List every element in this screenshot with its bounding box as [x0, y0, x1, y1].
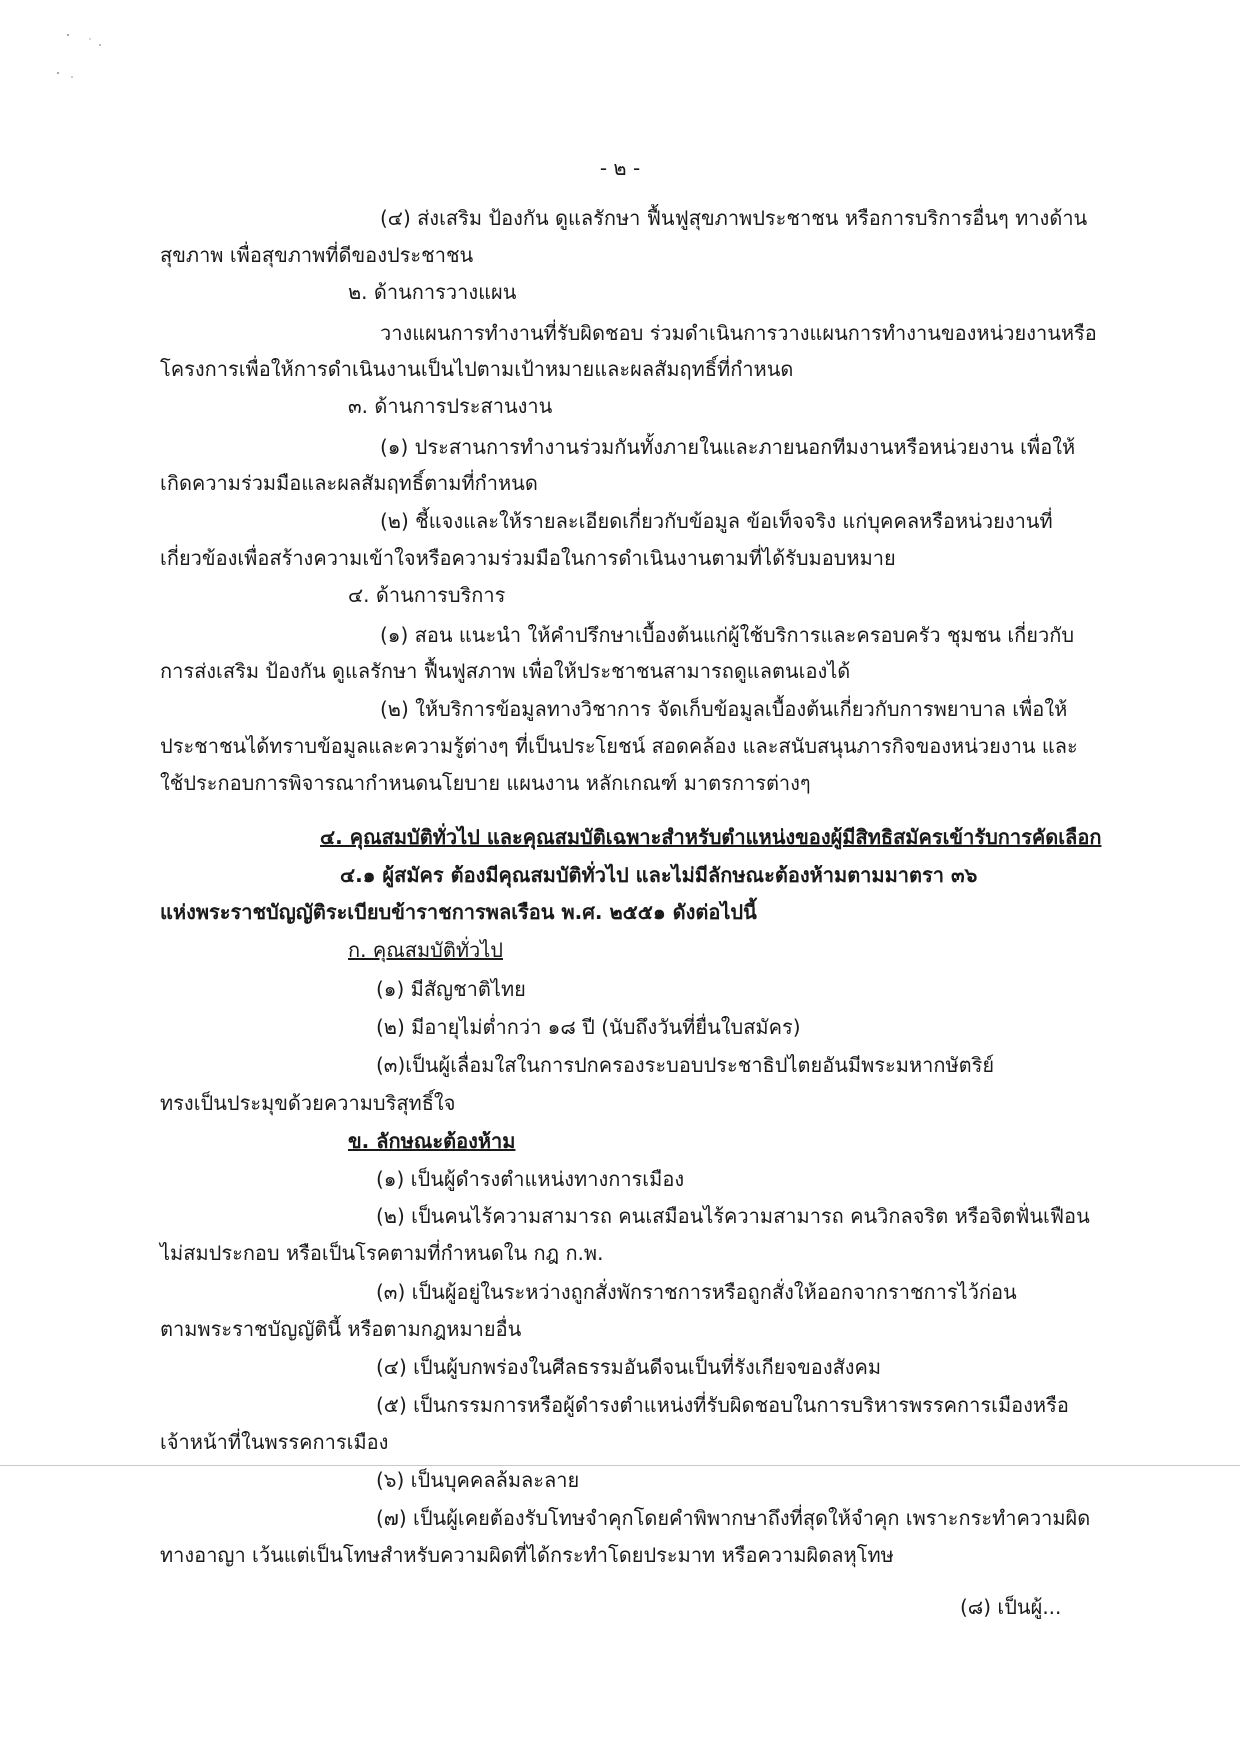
prohibited-item-5-line1: (๕) เป็นกรรมการหรือผู้ดำรงตำแหน่งที่รับผิดชอบในการบริหารพรรคการเมืองหรือ	[376, 1393, 1069, 1417]
general-item-3-line2: ทรงเป็นประมุขด้วยความบริสุทธิ์ใจ	[160, 1091, 456, 1115]
prohibited-item-1: (๑) เป็นผู้ดำรงตำแหน่งทางการเมือง	[376, 1167, 685, 1191]
general-item-2: (๒) มีอายุไม่ต่ำกว่า ๑๘ ปี (นับถึงวันที่ยื่นใบสมัคร)	[376, 1015, 801, 1039]
prohibited-item-4: (๔) เป็นผู้บกพร่องในศีลธรรมอันดีจนเป็นที่รังเกียจของสังคม	[376, 1355, 882, 1379]
planning-text-line2: โครงการเพื่อให้การดำเนินงานเป็นไปตามเป้าหมายและผลสัมฤทธิ์ที่กำหนด	[160, 357, 794, 381]
prohibited-item-5-line2: เจ้าหน้าที่ในพรรคการเมือง	[160, 1430, 389, 1454]
prohibited-item-3-line2: ตามพระราชบัญญัตินี้ หรือตามกฎหมายอื่น	[160, 1317, 522, 1341]
planning-text-line1: วางแผนการทำงานที่รับผิดชอบ ร่วมดำเนินการวางแผนการทำงานของหน่วยงานหรือ	[380, 321, 1097, 345]
service-item-2-line2: ประชาชนได้ทราบข้อมูลและความรู้ต่างๆ ที่เป็นประโยชน์ สอดคล้อง และสนับสนุนภารกิจของหน่วยงาน และ	[160, 734, 1078, 758]
section-planning-heading: ๒. ด้านการวางแผน	[348, 280, 517, 304]
section-coordination-heading: ๓. ด้านการประสานงาน	[348, 394, 553, 418]
qualification-4-1-line1: ๔.๑ ผู้สมัคร ต้องมีคุณสมบัติทั่วไป และไม่มีลักษณะต้องห้ามตามมาตรา ๓๖	[340, 863, 978, 887]
prohibited-item-2-line2: ไม่สมประกอบ หรือเป็นโรคตามที่กำหนดใน กฎ ก.พ.	[160, 1241, 604, 1265]
prohibited-item-7-line2: ทางอาญา เว้นแต่เป็นโทษสำหรับความผิดที่ได้กระทำโดยประมาท หรือความผิดลหุโทษ	[160, 1543, 894, 1567]
prohibited-item-3-line1: (๓) เป็นผู้อยู่ในระหว่างถูกสั่งพักราชการหรือถูกสั่งให้ออกจากราชการไว้ก่อน	[376, 1280, 1017, 1304]
general-qualifications-heading: ก. คุณสมบัติทั่วไป	[348, 938, 503, 962]
qualification-4-1-line2: แห่งพระราชบัญญัติระเบียบข้าราชการพลเรือน พ.ศ. ๒๕๕๑ ดังต่อไปนี้	[160, 900, 757, 924]
coordination-item-2-line2: เกี่ยวข้องเพื่อสร้างความเข้าใจหรือความร่วมมือในการดำเนินงานตามที่ได้รับมอบหมาย	[160, 546, 896, 570]
coordination-item-1-line1: (๑) ประสานการทำงานร่วมกันทั้งภายในและภายนอกทีมงานหรือหน่วยงาน เพื่อให้	[380, 435, 1076, 459]
service-item-2-line3: ใช้ประกอบการพิจารณากำหนดนโยบาย แผนงาน หลักเกณฑ์ มาตรการต่างๆ	[160, 771, 811, 795]
prohibited-item-6: (๖) เป็นบุคคลล้มละลาย	[376, 1468, 580, 1492]
coordination-item-1-line2: เกิดความร่วมมือและผลสัมฤทธิ์ตามที่กำหนด	[160, 471, 538, 495]
service-item-2-line1: (๒) ให้บริการข้อมูลทางวิชาการ จัดเก็บข้อมูลเบื้องต้นเกี่ยวกับการพยาบาล เพื่อให้	[380, 697, 1068, 721]
page-number: - ๒ -	[599, 156, 641, 180]
scan-specks	[40, 25, 120, 85]
prohibited-characteristics-heading: ข. ลักษณะต้องห้าม	[348, 1129, 516, 1153]
prohibited-item-7-line1: (๗) เป็นผู้เคยต้องรับโทษจำคุกโดยคำพิพากษาถึงที่สุดให้จำคุก เพราะกระทำความผิด	[376, 1506, 1091, 1530]
qualifications-heading: ๔. คุณสมบัติทั่วไป และคุณสมบัติเฉพาะสำหรับตำแหน่งของผู้มีสิทธิสมัครเข้ารับการคัดเลือก	[320, 825, 1102, 849]
scan-fold-line	[0, 1465, 1240, 1466]
prohibited-item-2-line1: (๒) เป็นคนไร้ความสามารถ คนเสมือนไร้ความสามารถ คนวิกลจริต หรือจิตฟั่นเฟือน	[376, 1204, 1090, 1228]
general-item-1: (๑) มีสัญชาติไทย	[376, 977, 526, 1001]
continuation-catchword: (๘) เป็นผู้...	[960, 1595, 1062, 1619]
section-service-heading: ๔. ด้านการบริการ	[348, 583, 506, 607]
coordination-item-2-line1: (๒) ชี้แจงและให้รายละเอียดเกี่ยวกับข้อมูล ข้อเท็จจริง แก่บุคคลหรือหน่วยงานที่	[380, 509, 1053, 533]
duty-item-4-line1: (๔) ส่งเสริม ป้องกัน ดูแลรักษา ฟื้นฟูสุขภาพประชาชน หรือการบริการอื่นๆ ทางด้าน	[380, 206, 1088, 230]
general-item-3-line1: (๓)เป็นผู้เลื่อมใสในการปกครองระบอบประชาธิปไตยอันมีพระมหากษัตริย์	[376, 1053, 995, 1077]
service-item-1-line2: การส่งเสริม ป้องกัน ดูแลรักษา ฟื้นฟูสภาพ เพื่อให้ประชาชนสามารถดูแลตนเองได้	[160, 659, 851, 683]
service-item-1-line1: (๑) สอน แนะนำ ให้คำปรึกษาเบื้องต้นแก่ผู้ใช้บริการและครอบครัว ชุมชน เกี่ยวกับ	[380, 623, 1075, 647]
duty-item-4-line2: สุขภาพ เพื่อสุขภาพที่ดีของประชาชน	[160, 243, 474, 267]
